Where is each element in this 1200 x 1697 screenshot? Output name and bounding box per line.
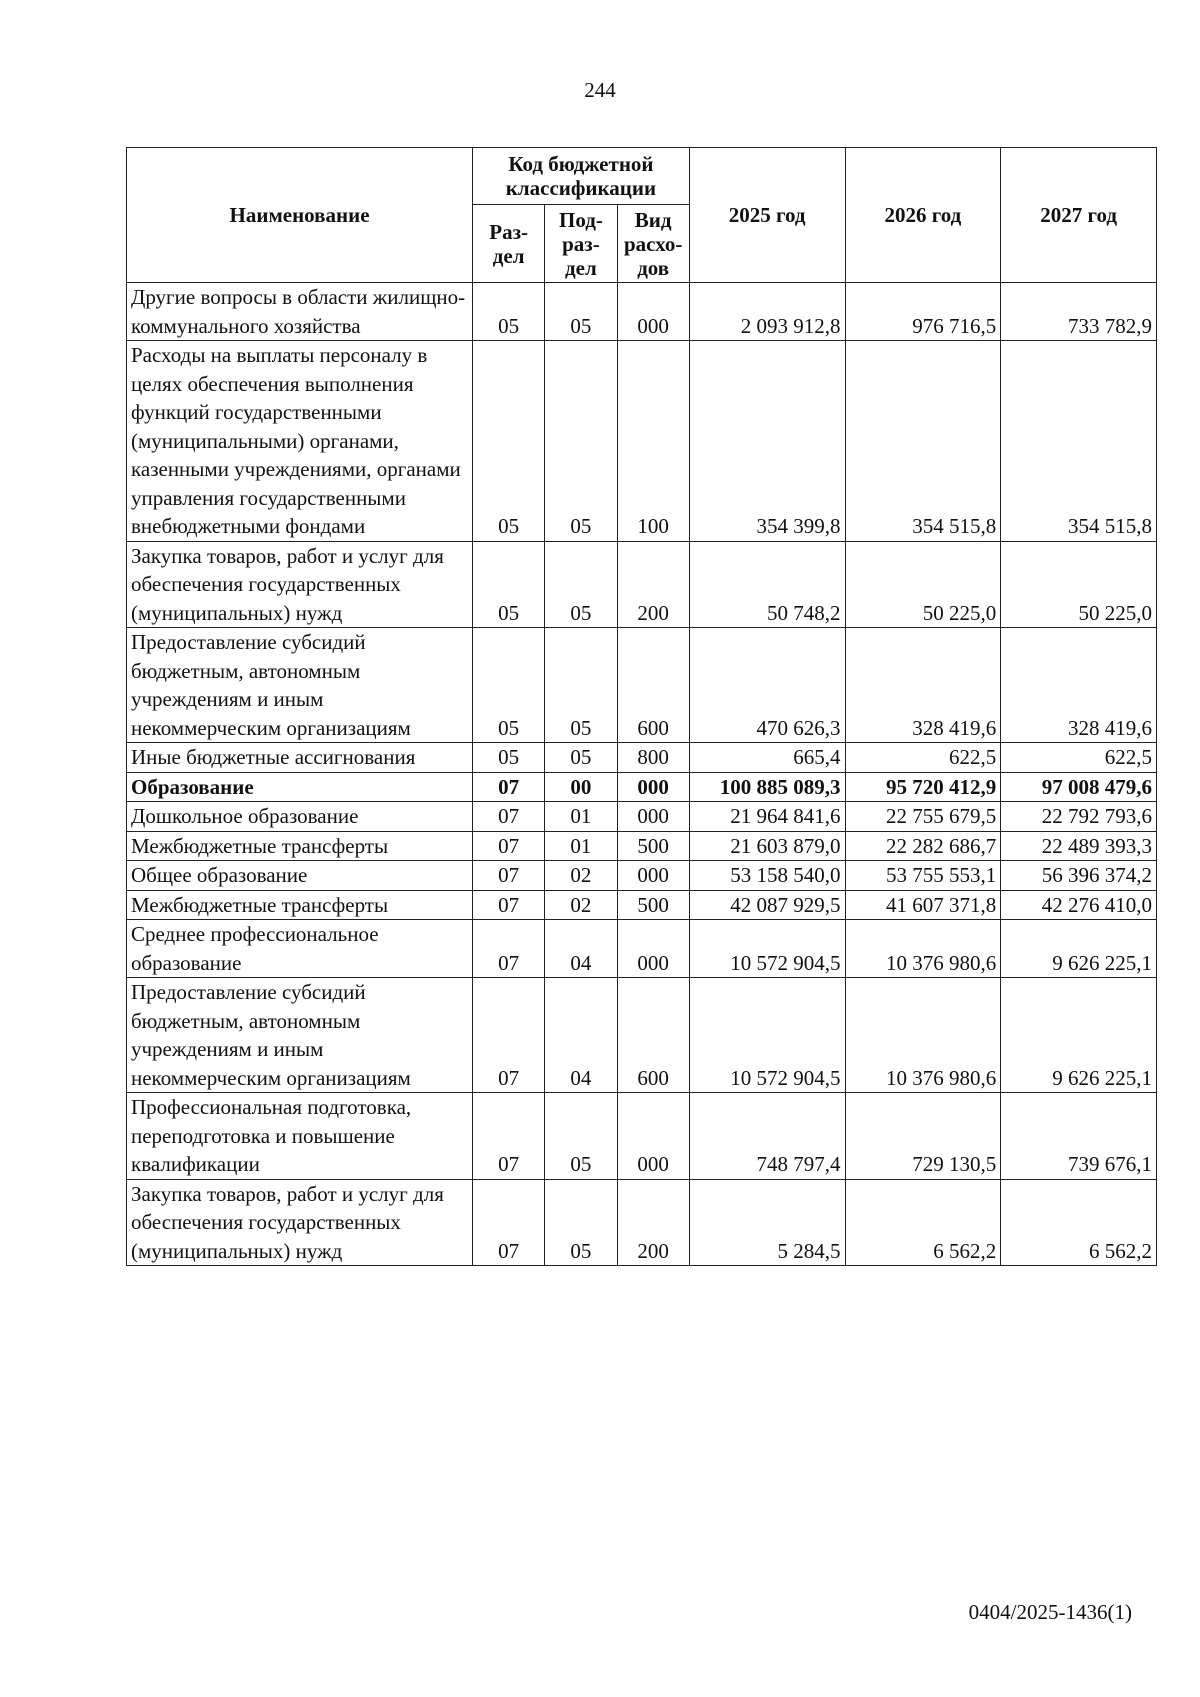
row-podrazdel: 05	[545, 1093, 617, 1180]
row-name: Закупка товаров, работ и услуг для обеспечения государственных (муниципальных) нужд	[127, 1179, 473, 1266]
row-amount-2025: 53 158 540,0	[689, 861, 845, 891]
row-name: Другие вопросы в области жилищно-коммунального хозяйства	[127, 283, 473, 341]
row-amount-2027: 354 515,8	[1001, 341, 1157, 542]
row-razdel: 05	[473, 341, 545, 542]
row-vid: 600	[617, 628, 689, 743]
row-amount-2027: 739 676,1	[1001, 1093, 1157, 1180]
row-podrazdel: 05	[545, 743, 617, 773]
table-row	[127, 1093, 1157, 1180]
row-razdel: 05	[473, 628, 545, 743]
row-vid: 000	[617, 283, 689, 341]
table-row	[127, 743, 1157, 773]
row-amount-2026: 10 376 980,6	[845, 920, 1001, 978]
row-name: Профессиональная подготовка, переподготовка и повышение квалификации	[127, 1093, 473, 1180]
table-row	[127, 890, 1157, 920]
row-amount-2026: 328 419,6	[845, 628, 1001, 743]
row-name: Образование	[127, 772, 473, 802]
row-razdel: 07	[473, 802, 545, 832]
page-number: 244	[584, 78, 616, 102]
row-razdel: 07	[473, 890, 545, 920]
header-code-group: Код бюджетной классификации	[473, 148, 690, 205]
row-vid: 500	[617, 831, 689, 861]
row-amount-2027: 9 626 225,1	[1001, 978, 1157, 1093]
row-amount-2025: 470 626,3	[689, 628, 845, 743]
row-vid: 000	[617, 1093, 689, 1180]
row-razdel: 07	[473, 831, 545, 861]
table-row	[127, 541, 1157, 628]
row-podrazdel: 05	[545, 341, 617, 542]
row-name: Общее образование	[127, 861, 473, 891]
header-vid: Вид расхо-дов	[617, 205, 689, 283]
row-name: Иные бюджетные ассигнования	[127, 743, 473, 773]
row-amount-2027: 56 396 374,2	[1001, 861, 1157, 891]
header-2025: 2025 год	[689, 148, 845, 283]
row-name: Межбюджетные трансферты	[127, 831, 473, 861]
header-podrazdel: Под-раз-дел	[545, 205, 617, 283]
row-razdel: 05	[473, 743, 545, 773]
row-name: Предоставление субсидий бюджетным, автономным учреждениям и иным некоммерческим организациям	[127, 978, 473, 1093]
row-amount-2027: 22 792 793,6	[1001, 802, 1157, 832]
row-amount-2026: 6 562,2	[845, 1179, 1001, 1266]
row-amount-2027: 622,5	[1001, 743, 1157, 773]
document-code: 0404/2025-1436(1)	[968, 1600, 1132, 1624]
row-amount-2025: 50 748,2	[689, 541, 845, 628]
row-amount-2025: 354 399,8	[689, 341, 845, 542]
row-amount-2026: 22 755 679,5	[845, 802, 1001, 832]
row-name: Дошкольное образование	[127, 802, 473, 832]
row-vid: 200	[617, 541, 689, 628]
row-amount-2027: 9 626 225,1	[1001, 920, 1157, 978]
row-amount-2026: 41 607 371,8	[845, 890, 1001, 920]
row-podrazdel: 01	[545, 831, 617, 861]
row-amount-2026: 95 720 412,9	[845, 772, 1001, 802]
row-amount-2027: 97 008 479,6	[1001, 772, 1157, 802]
row-vid: 200	[617, 1179, 689, 1266]
budget-table	[126, 147, 1157, 1266]
row-amount-2026: 10 376 980,6	[845, 978, 1001, 1093]
row-razdel: 07	[473, 1179, 545, 1266]
row-vid: 000	[617, 861, 689, 891]
row-podrazdel: 05	[545, 1179, 617, 1266]
row-podrazdel: 00	[545, 772, 617, 802]
row-vid: 800	[617, 743, 689, 773]
row-podrazdel: 05	[545, 541, 617, 628]
row-amount-2025: 10 572 904,5	[689, 978, 845, 1093]
table-row	[127, 1179, 1157, 1266]
row-razdel: 05	[473, 283, 545, 341]
row-razdel: 07	[473, 1093, 545, 1180]
row-amount-2026: 976 716,5	[845, 283, 1001, 341]
row-amount-2025: 100 885 089,3	[689, 772, 845, 802]
row-amount-2025: 2 093 912,8	[689, 283, 845, 341]
row-podrazdel: 02	[545, 890, 617, 920]
table-row	[127, 628, 1157, 743]
row-amount-2025: 42 087 929,5	[689, 890, 845, 920]
table-row	[127, 283, 1157, 341]
row-podrazdel: 01	[545, 802, 617, 832]
row-vid: 600	[617, 978, 689, 1093]
table-row	[127, 861, 1157, 891]
header-row-top	[127, 148, 1157, 205]
row-podrazdel: 02	[545, 861, 617, 891]
row-amount-2026: 53 755 553,1	[845, 861, 1001, 891]
row-razdel: 07	[473, 920, 545, 978]
table-row	[127, 802, 1157, 832]
table-row	[127, 831, 1157, 861]
table-row	[127, 978, 1157, 1093]
table-body	[127, 283, 1157, 1266]
row-name: Закупка товаров, работ и услуг для обеспечения государственных (муниципальных) нужд	[127, 541, 473, 628]
row-podrazdel: 05	[545, 628, 617, 743]
header-name: Наименование	[127, 148, 473, 283]
header-razdel: Раз-дел	[473, 205, 545, 283]
row-amount-2025: 21 603 879,0	[689, 831, 845, 861]
header-2026: 2026 год	[845, 148, 1001, 283]
row-amount-2026: 50 225,0	[845, 541, 1001, 628]
row-amount-2026: 729 130,5	[845, 1093, 1001, 1180]
row-amount-2027: 50 225,0	[1001, 541, 1157, 628]
row-podrazdel: 04	[545, 978, 617, 1093]
header-2027: 2027 год	[1001, 148, 1157, 283]
row-vid: 100	[617, 341, 689, 542]
row-amount-2027: 22 489 393,3	[1001, 831, 1157, 861]
row-amount-2026: 22 282 686,7	[845, 831, 1001, 861]
table-row	[127, 341, 1157, 542]
row-amount-2027: 6 562,2	[1001, 1179, 1157, 1266]
row-name: Расходы на выплаты персоналу в целях обеспечения выполнения функций государственными (муниципальными) органами, казенными учреждениями, органами управления государственными внебюджетными фондами	[127, 341, 473, 542]
row-razdel: 07	[473, 861, 545, 891]
row-amount-2026: 354 515,8	[845, 341, 1001, 542]
row-name: Предоставление субсидий бюджетным, автономным учреждениям и иным некоммерческим организациям	[127, 628, 473, 743]
row-vid: 500	[617, 890, 689, 920]
row-vid: 000	[617, 802, 689, 832]
row-amount-2025: 665,4	[689, 743, 845, 773]
row-vid: 000	[617, 772, 689, 802]
row-razdel: 07	[473, 772, 545, 802]
row-razdel: 07	[473, 978, 545, 1093]
row-name: Межбюджетные трансферты	[127, 890, 473, 920]
row-razdel: 05	[473, 541, 545, 628]
row-podrazdel: 04	[545, 920, 617, 978]
row-amount-2025: 5 284,5	[689, 1179, 845, 1266]
row-amount-2027: 42 276 410,0	[1001, 890, 1157, 920]
row-amount-2027: 733 782,9	[1001, 283, 1157, 341]
row-amount-2025: 21 964 841,6	[689, 802, 845, 832]
row-name: Среднее профессиональное образование	[127, 920, 473, 978]
row-podrazdel: 05	[545, 283, 617, 341]
row-amount-2026: 622,5	[845, 743, 1001, 773]
row-vid: 000	[617, 920, 689, 978]
table-row	[127, 772, 1157, 802]
row-amount-2025: 10 572 904,5	[689, 920, 845, 978]
row-amount-2025: 748 797,4	[689, 1093, 845, 1180]
row-amount-2027: 328 419,6	[1001, 628, 1157, 743]
table-row	[127, 920, 1157, 978]
